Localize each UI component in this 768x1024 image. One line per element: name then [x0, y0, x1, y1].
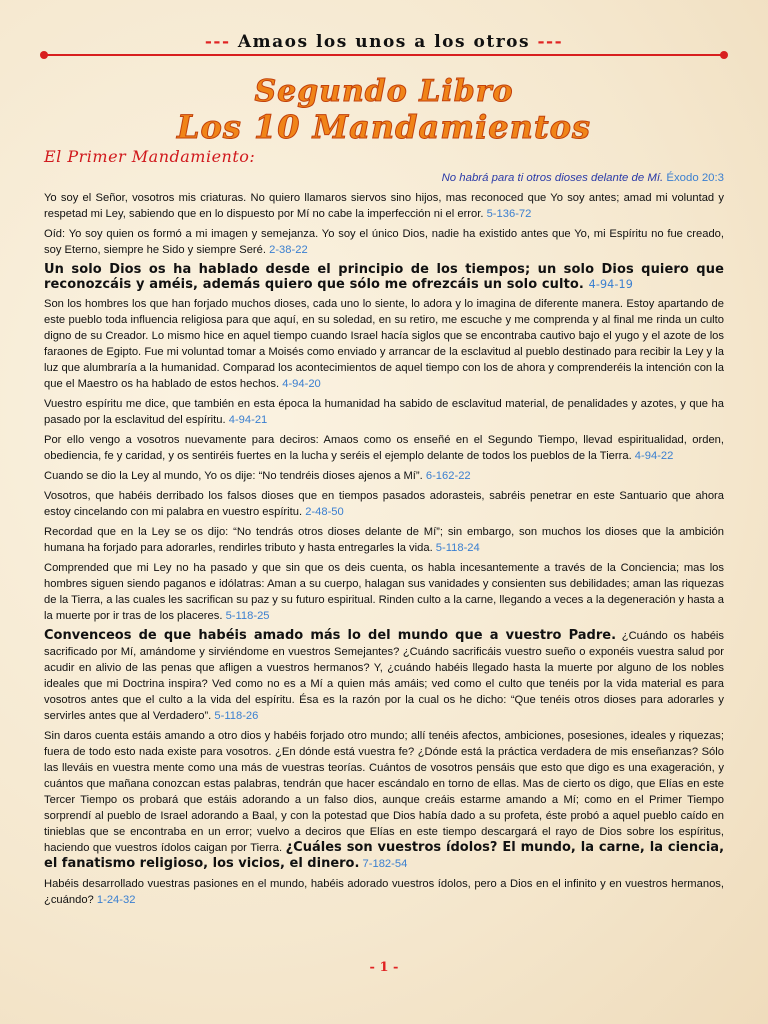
- header-title: [40, 32, 728, 52]
- book-title-line1: Segundo Libro: [254, 74, 514, 109]
- paragraph-text: Sin daros cuenta estáis amando a otro dios y habéis forjado otro mundo; allí tenéis afectos, ambiciones, posesiones, ideales y riquezas; fuera de todo esto nada existe para vosotros. ¿En dónde está vuestra fe? ¿Dónde está la práctica verdadera de mis enseñanzas? Sólo las lleváis en vuestra mente como una más de vuestras teorías. Cuántos de vosotros pensáis que esto que digo es una exageración, y cuántos que mañana conozcan estas palabras, tendrán que hacer escándalo en torno de ellas. Mas de cierto os digo, que Elías en este Tercer Tiempo os probará que estáis adorando a un falso dios, aunque creáis estarme amando a Mí; como en el Primer Tiempo sorprendí al pueblo de Israel adorando a Baal, y con la potestad que Dios había dado a su profeta, éste probó a aquel pueblo caído en tinieblas que se encontraba en un error; vuelvo a deciros que Elías en este tiempo descargará el rayo de Dios sobre los espíritus, haciendo que vuestros ídolos caigan por Tierra.: [44, 730, 724, 854]
- paragraph: [44, 488, 724, 520]
- paragraph-text: Comprended que mi Ley no ha pasado y que sin que os deis cuenta, os habla incesantemente a través de la Conciencia; mas los hombres siguen siendo paganos e idólatras: Aman a su cuerpo, halagan sus vanidades y consienten sus debilidades; aman las riquezas de la Tierra, a las cuales les sacrifican su paz y su futuro espiritual. Rinden culto a la carne, llegando a veces a la degeneración y hasta a la muerte por ir tras de los placeres.: [44, 562, 724, 622]
- paragraph-reference: 5-118-26: [214, 710, 259, 722]
- paragraph-reference: 5-136-72: [486, 208, 532, 220]
- paragraph-reference: 2-38-22: [269, 244, 308, 256]
- paragraph-reference: 5-118-24: [435, 542, 480, 554]
- paragraph: [44, 296, 724, 392]
- paragraph: [44, 560, 724, 624]
- page-number: - 1 -: [369, 960, 399, 975]
- paragraph: [44, 396, 724, 428]
- paragraph-text: Por ello vengo a vosotros nuevamente para deciros: Amaos como os enseñé en el Segundo Tiempo, llevad espiritualidad, orden, obediencia, fe y caridad, y os sentiréis fuertes en la lucha y seréis el ejemplo delante de todos los pueblos de la Tierra.: [44, 434, 724, 462]
- paragraph: [44, 628, 724, 724]
- paragraph-reference: 4-94-21: [228, 414, 268, 426]
- paragraph-text: Vuestro espíritu me dice, que también en esta época la humanidad ha sabido de esclavitud material, de penalidades y azotes, y que ha pasado por la esclavitud del espíritu.: [44, 398, 724, 426]
- epigraph: [442, 172, 724, 184]
- paragraph-text: Habéis desarrollado vuestras pasiones en el mundo, habéis adorado vuestros ídolos, pero a Dios en el infinito y en vuestros hermanos, ¿cuándo?: [44, 878, 724, 906]
- paragraph: [44, 728, 724, 872]
- paragraph-bold-tail: ¿Cuáles son vuestros ídolos? El mundo, la carne, la ciencia, el fanatismo religioso, los vicios, el dinero.: [44, 840, 725, 871]
- paragraph: [44, 876, 724, 908]
- epigraph-reference: Éxodo 20:3: [666, 172, 724, 184]
- section-title: El Primer Mandamiento:: [44, 147, 256, 166]
- header-divider: [44, 54, 724, 56]
- paragraph: [44, 468, 724, 484]
- paragraph-reference: 4-94-19: [588, 278, 633, 291]
- epigraph-quote: No habrá para ti otros dioses delante de Mí.: [441, 172, 664, 184]
- paragraph-text: Son los hombres los que han forjado muchos dioses, cada uno lo siente, lo adora y lo imagina de diferente manera. Estoy apartando de este pueblo toda influencia religiosa para que aquí, en su soledad, en su retiro, me escuche y me comprenda y al final me rinda un culto digno de su Creador. Lo mismo hice en aquel tiempo cuando Israel hacía siglos que se encontraba cautivo bajo el yugo y el azote de los faraones de Egipto. Fue mi voluntad tomar a Moisés como enviado y arrancar de la esclavitud al pueblo destinado para recibir la Ley y la luz que alumbraría a la humanidad. Comparad los acontecimientos de aquel tiempo con los de ahora y comprenderéis la intención con la que el Maestro os ha hablado de estos hechos.: [44, 298, 724, 390]
- paragraph-text: Vosotros, que habéis derribado los falsos dioses que en tiempos pasados adorasteis, sabréis penetrar en este Santuario que ahora estoy cincelando con mi palabra en vuestro espíritu.: [44, 490, 724, 518]
- main-content: [44, 190, 724, 912]
- paragraph-reference: 4-94-20: [282, 378, 321, 390]
- paragraph-text: Recordad que en la Ley se os dijo: “No tendrás otros dioses delante de Mí”; sin embargo, son muchos los dioses que la ambición humana ha forjado para adorarles, rendirles tributo y hasta entregarles la vida.: [44, 526, 724, 554]
- paragraph-bold-lead: Convenceos de que habéis amado más lo del mundo que a vuestro Padre.: [44, 628, 617, 643]
- book-title-line2: Los 10 Mandamientos: [177, 108, 591, 146]
- header-title-text: Amaos los unos a los otros: [237, 32, 531, 52]
- header-dash-left: ---: [204, 32, 231, 52]
- paragraph-bold: [44, 262, 724, 292]
- paragraph-reference: 6-162-22: [425, 470, 471, 482]
- paragraph-reference: 1-24-32: [96, 894, 136, 906]
- paragraph-text: Cuando se dio la Ley al mundo, Yo os dije: “No tendréis dioses ajenos a Mí”.: [44, 470, 423, 482]
- paragraph: [44, 226, 724, 258]
- paragraph-text: Oíd: Yo soy quien os formó a mi imagen y semejanza. Yo soy el único Dios, nadie ha existido antes que Yo, mi Espíritu no fue creado, soy Eterno, siempre he Sido y siempre Seré.: [44, 228, 724, 256]
- paragraph-text: Yo soy el Señor, vosotros mis criaturas. No quiero llamaros siervos sino hijos, mas reconoced que Yo soy antes; amad mi voluntad y respetad mi Ley, sabiendo que en lo dispuesto por Mí no cabe la imperfección ni el error.: [44, 192, 724, 220]
- paragraph: [44, 190, 724, 222]
- paragraph-reference: 5-118-25: [225, 610, 270, 622]
- header-dash-right: ---: [537, 32, 564, 52]
- paragraph-text: ¿Cuándo os habéis sacrificado por Mí, amándome y sirviéndome en vuestros Semejantes? ¿Cuándo sacrificáis vuestro sueño o exponéis vuestra salud por acudir en alivio de las penas que afligen a vuestros hermanos? Y, ¿cuándo habéis llegado hasta la muerte por alguno de los nobles ideales que mi Doctrina inspira? Ved como no es a Mí a quien más amáis; ved como el culto que tenéis por la vida material es para vosotros antes que el culto a la vida del espíritu. Ésa es la razón por la cual os he dicho: “Que tenéis otros dioses para adorarles y servirles antes que al Verdadero”.: [44, 630, 724, 722]
- paragraph: [44, 524, 724, 556]
- paragraph-reference: 7-182-54: [362, 858, 408, 870]
- paragraph-reference: 2-48-50: [305, 506, 344, 518]
- paragraph: [44, 432, 724, 464]
- paragraph-reference: 4-94-22: [634, 450, 674, 462]
- paragraph-text: Un solo Dios os ha hablado desde el principio de los tiempos; un solo Dios quiero que reconozcáis y améis, además quiero que sólo me ofrezcáis un solo culto.: [44, 262, 724, 292]
- page-header: [40, 32, 728, 60]
